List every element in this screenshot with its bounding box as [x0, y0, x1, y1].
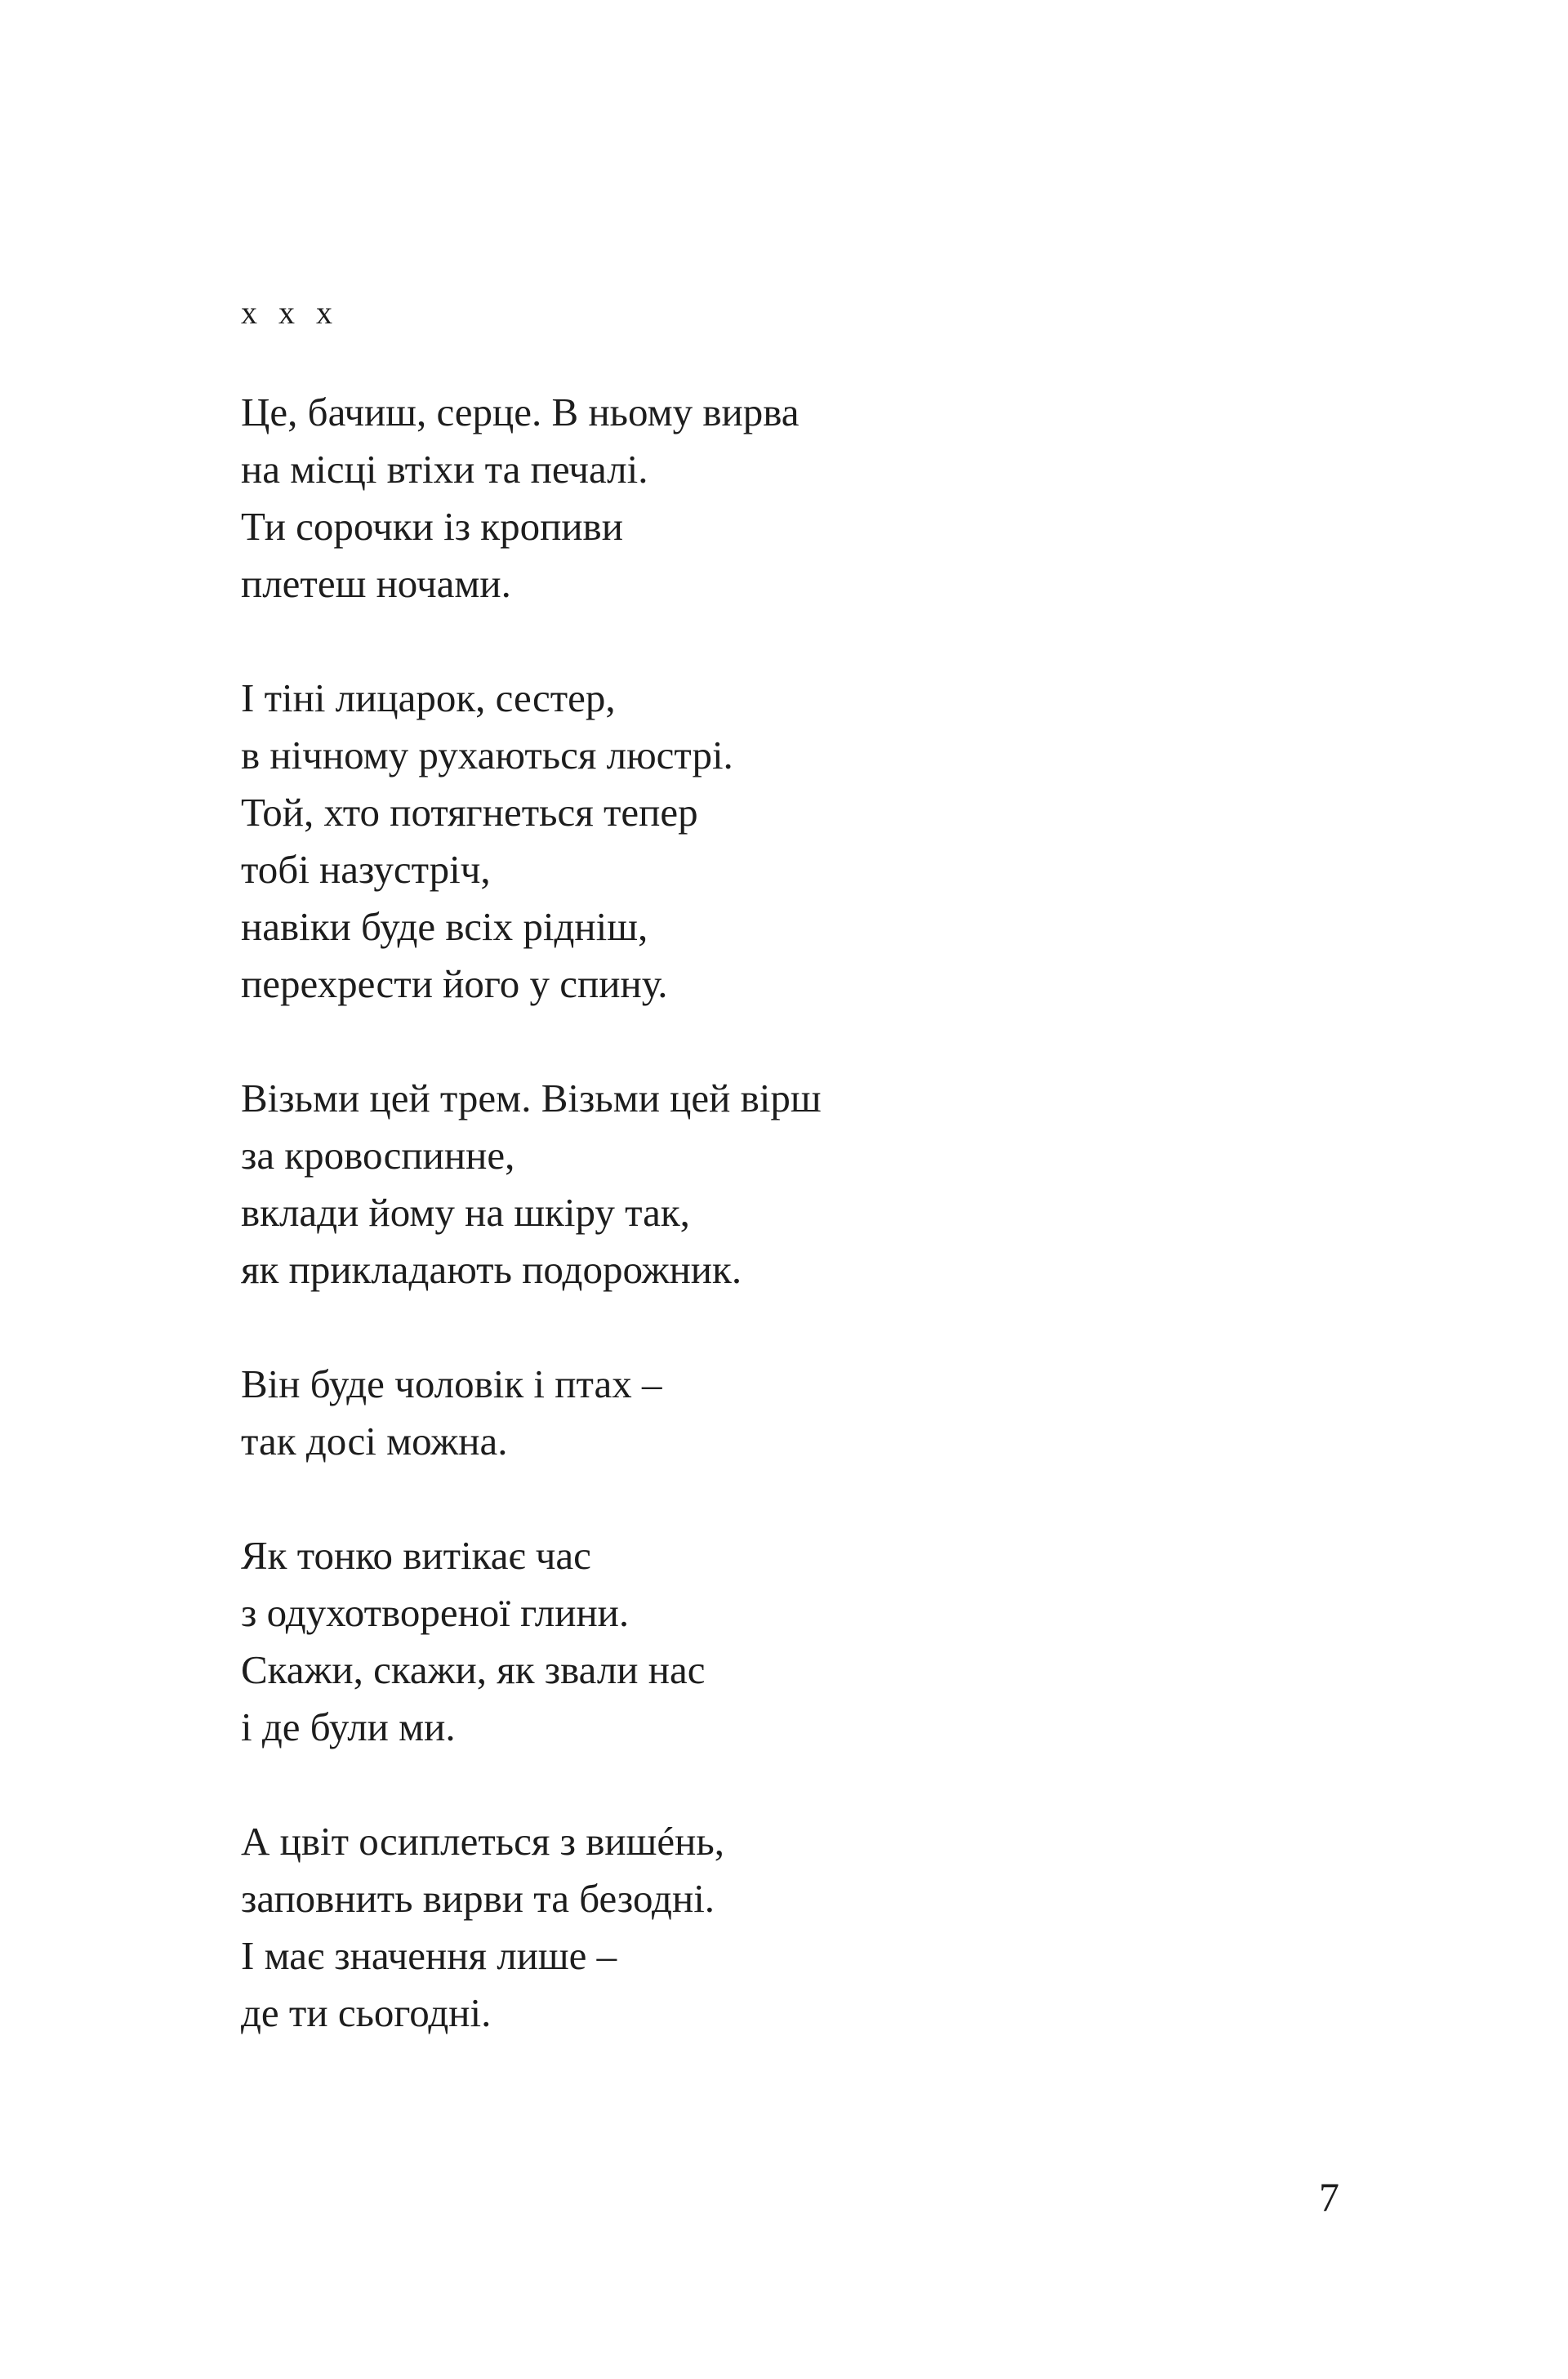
stanza-6: [241, 1813, 1384, 2042]
poem-line: з одухотвореної глини.: [241, 1590, 630, 1635]
poem-line: Скажи, скажи, як звали нас: [241, 1647, 706, 1692]
poem-line: перехрести його у спину.: [241, 961, 668, 1006]
poem-line: Візьми цей трем. Візьми цей вірш: [241, 1076, 822, 1120]
poem-line: тобі назустріч,: [241, 847, 491, 892]
page-number: 7: [1319, 2174, 1339, 2220]
poem-line: вклади йому на шкіру так,: [241, 1190, 690, 1235]
stanza-5: [241, 1527, 1384, 1756]
poem-line: як прикладають подорожник.: [241, 1247, 742, 1292]
poem-line: в нічному рухаються люстрі.: [241, 733, 733, 777]
poem-line: І має значення лише –: [241, 1933, 617, 1978]
poem-line: і де були ми.: [241, 1704, 456, 1749]
poem-line: Як тонко витікає час: [241, 1533, 591, 1578]
stanza-1: [241, 384, 1384, 613]
poem-line: навіки буде всіх рідніш,: [241, 904, 648, 949]
poem: [241, 284, 1384, 2099]
poem-line: І тіні лицарок, сестер,: [241, 675, 616, 720]
poem-line: заповнить вирви та безодні.: [241, 1876, 715, 1921]
poem-line: плетеш ночами.: [241, 561, 511, 606]
poem-line: Він буде чоловік і птах –: [241, 1361, 662, 1406]
poem-title-marker: x x x: [241, 294, 339, 331]
poem-line: Ти сорочки із кропиви: [241, 504, 623, 549]
poem-line: за кровоспинне,: [241, 1133, 515, 1178]
poem-line: так досі можна.: [241, 1419, 508, 1463]
stanza-3: [241, 1070, 1384, 1299]
stanza-4: [241, 1356, 1384, 1470]
poem-line: А цвіт осиплеться з вишéнь,: [241, 1819, 724, 1864]
poem-line: де ти сьогодні.: [241, 1990, 492, 2035]
poem-line: Це, бачиш, серце. В ньому вирва: [241, 390, 800, 434]
stanza-2: [241, 670, 1384, 1013]
poem-line: Той, хто потягнеться тепер: [241, 790, 698, 835]
poem-line: на місці втіхи та печалі.: [241, 447, 648, 492]
